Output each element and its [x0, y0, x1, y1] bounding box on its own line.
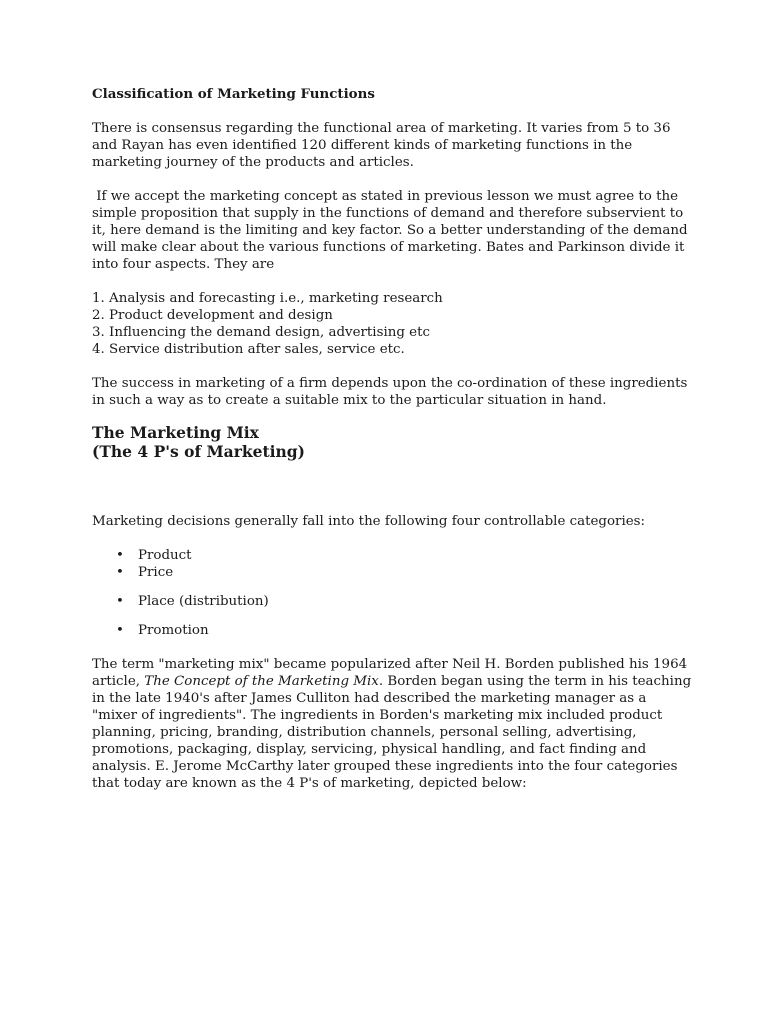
aspects-list: [92, 290, 692, 358]
marketing-mix-subheading: (The 4 P's of Marketing): [92, 442, 305, 461]
borden-text-part1: The term "marketing mix" became popularized after Neil H. Borden published his 1964 article,: [92, 657, 688, 689]
bullet-icon: •: [116, 594, 124, 609]
category-item: [92, 547, 692, 564]
category-label: Price: [138, 565, 174, 580]
bullet-icon: •: [116, 565, 124, 580]
category-item: [92, 622, 692, 639]
success-paragraph: The success in marketing of a firm depends upon the co-ordination of these ingredients in such a way as to create a suitable mix to the particular situation in hand.: [92, 376, 688, 408]
category-label: Product: [138, 548, 192, 563]
bullet-icon: •: [116, 548, 124, 563]
bullet-icon: •: [116, 623, 124, 638]
aspect-item: 2. Product development and design: [92, 308, 333, 323]
aspect-item: 1. Analysis and forecasting i.e., marketing research: [92, 291, 443, 306]
borden-text-part2: . Borden began using the term in his teaching in the late 1940's after James Culliton had described the marketing manager as a "mixer of ingredients". The ingredients in Borden's marketing mix included product planning, pricing, branding, distribution channels, personal selling, advertising, promotions, packaging, display, servicing, physical handling, and fact finding and analysis. E. Jerome McCarthy later grouped these ingredients into the four categories that today are known as the 4 P's of marketing, depicted below:: [92, 674, 692, 791]
categories-intro: Marketing decisions generally fall into the following four controllable categories:: [92, 514, 646, 529]
aspect-item: 3. Influencing the demand design, advertising etc: [92, 325, 430, 340]
document-page: [92, 86, 692, 792]
category-label: Place (distribution): [138, 594, 269, 609]
category-label: Promotion: [138, 623, 209, 638]
aspect-item: 4. Service distribution after sales, service etc.: [92, 342, 405, 357]
article-title: The Concept of the Marketing Mix: [144, 674, 379, 689]
marketing-mix-heading: The Marketing Mix: [92, 423, 259, 442]
category-item: [92, 593, 692, 610]
category-item: [92, 564, 692, 581]
intro-paragraph: There is consensus regarding the functional area of marketing. It varies from 5 to 36 and Rayan has even identified 120 different kinds of marketing functions in the marketing journey of the products and articles.: [92, 121, 671, 170]
borden-paragraph: [92, 656, 692, 792]
concept-paragraph: If we accept the marketing concept as stated in previous lesson we must agree to the simple proposition that supply in the functions of demand and therefore subservient to it, here demand is the limiting and key factor. So a better understanding of the demand will make clear about the various functions of marketing. Bates and Parkinson divide it into four aspects. They are: [92, 189, 692, 272]
categories-list: [92, 547, 692, 639]
document-title: Classification of Marketing Functions: [92, 86, 375, 102]
